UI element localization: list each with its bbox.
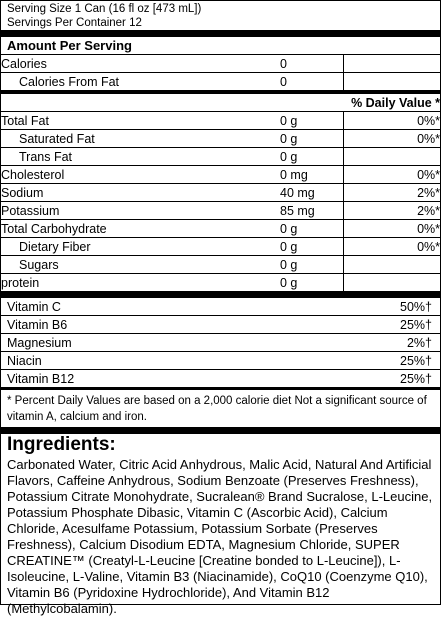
- vitamin-row: [1, 370, 440, 388]
- vitamin-label: Vitamin C: [1, 298, 285, 316]
- nutrient-amount: 0 g: [280, 258, 298, 272]
- nutrient-amount: 0 g: [280, 132, 298, 146]
- vitamin-daily-value: 25%†: [400, 372, 432, 386]
- vitamin-row: [1, 352, 440, 370]
- nutrient-label: Saturated Fat: [1, 130, 225, 148]
- serving-size: Serving Size 1 Can (16 fl oz [473 mL]): [7, 3, 202, 15]
- nutrient-label: Cholesterol: [1, 166, 225, 184]
- servings-per-container: Servings Per Container 12: [7, 17, 142, 29]
- daily-value-header-row: [1, 94, 440, 112]
- nutrient-row: [1, 130, 440, 148]
- nutrient-label: Total Carbohydrate: [1, 220, 225, 238]
- calories-table: [1, 54, 440, 91]
- nutrient-row: [1, 148, 440, 166]
- ingredients-text: Carbonated Water, Citric Acid Anhydrous, Malic Acid, Natural And Artificial Flavors, Caffeine Anhydrous, Sodium Benzoate (Preserves Freshness), Potassium Citrate Monohydrate, Sucralean® Brand Sucralose, L-Leucine, Potassium Phosphate Dibasic, Vitamin C (Ascorbic Acid), Calcium Chloride, Acesulfame Potassium, Potassium Sorbate (Preserves Freshness), Calcium Disodium EDTA, Magnesium Chloride, SUPER CREATINE™ (Creatyl-L-Leucine [Creatine bonded to L-Leucine]), L-Isoleucine, L-Valine, Vitamin B3 (Niacinamide), CoQ10 (Coenzyme Q10), Vitamin B6 (Pyridoxine Hydrochloride), And Vitamin B12 (Methylcobalamin).: [7, 457, 433, 616]
- nutrient-amount: 0 mg: [280, 168, 308, 182]
- nutrient-daily-value: 2%*: [344, 202, 441, 220]
- ingredients-title: Ingredients:: [7, 434, 116, 455]
- vitamin-label: Vitamin B12: [7, 372, 75, 386]
- nutrient-label: Total Fat: [1, 112, 225, 130]
- calories-row: [1, 55, 440, 73]
- nutrient-row: [1, 112, 440, 130]
- nutrient-row: [1, 256, 440, 274]
- nutrient-amount: 0 g: [280, 276, 298, 290]
- nutrient-rows: [1, 112, 440, 291]
- vitamin-rows: [1, 298, 440, 387]
- vitamin-row: [1, 334, 440, 352]
- nutrient-daily-value: [344, 148, 441, 166]
- nutrients-table: [1, 94, 440, 112]
- nutrient-label: Trans Fat: [1, 148, 225, 166]
- nutrient-amount: 0 g: [280, 114, 298, 128]
- nutrient-label: Sodium: [1, 184, 225, 202]
- nutrient-row: [1, 166, 440, 184]
- nutrient-label: Potassium: [1, 202, 225, 220]
- calories-from-fat-label: Calories From Fat: [1, 73, 225, 91]
- vitamin-row: [1, 316, 440, 334]
- vitamin-daily-value: 25%†: [285, 316, 440, 334]
- nutrient-daily-value: 0%*: [344, 166, 441, 184]
- vitamin-daily-value: 50%†: [285, 298, 440, 316]
- nutrient-label: Sugars: [1, 256, 225, 274]
- nutrient-amount: 0 g: [280, 240, 298, 254]
- nutrient-daily-value: 2%*: [344, 184, 441, 202]
- nutrient-amount: 0 g: [280, 222, 298, 236]
- nutrient-label: protein: [1, 276, 40, 290]
- calories-from-fat-row: [1, 73, 440, 91]
- thick-divider: [1, 291, 440, 298]
- calories-label: Calories: [1, 55, 225, 73]
- nutrient-daily-value: 0%*: [344, 220, 441, 238]
- nutrient-daily-value: 0%*: [344, 112, 441, 130]
- nutrient-daily-value: 0%*: [344, 130, 441, 148]
- nutrient-daily-value: [344, 256, 441, 274]
- nutrient-daily-value: 0%*: [344, 238, 441, 256]
- nutrient-daily-value: [344, 274, 441, 292]
- vitamin-label: Magnesium: [1, 334, 285, 352]
- footnote: * Percent Daily Values are based on a 2,000 calorie diet Not a significant source of vitamin A, calcium and iron.: [7, 395, 427, 423]
- calories-amount: 0: [280, 57, 287, 71]
- nutrient-amount: 85 mg: [280, 204, 315, 218]
- nutrient-amount: 40 mg: [280, 186, 315, 200]
- vitamin-label: Niacin: [1, 352, 285, 370]
- daily-value-header: % Daily Value *: [1, 94, 440, 112]
- nutrient-amount: 0 g: [280, 150, 298, 164]
- nutrient-row: [1, 202, 440, 220]
- calories-from-fat-amount: 0: [280, 75, 287, 89]
- vitamin-daily-value: 25%†: [285, 352, 440, 370]
- nutrient-row: [1, 220, 440, 238]
- amount-per-serving: Amount Per Serving: [7, 38, 132, 53]
- nutrient-row: [1, 274, 440, 292]
- thick-divider: [1, 427, 440, 434]
- nutrient-label: Dietary Fiber: [1, 238, 225, 256]
- thick-divider: [1, 30, 440, 37]
- vitamin-label: Vitamin B6: [1, 316, 285, 334]
- nutrient-row: [1, 238, 440, 256]
- nutrient-row: [1, 184, 440, 202]
- serving-info: [1, 1, 440, 30]
- vitamin-daily-value: 2%†: [285, 334, 440, 352]
- vitamin-row: [1, 298, 440, 316]
